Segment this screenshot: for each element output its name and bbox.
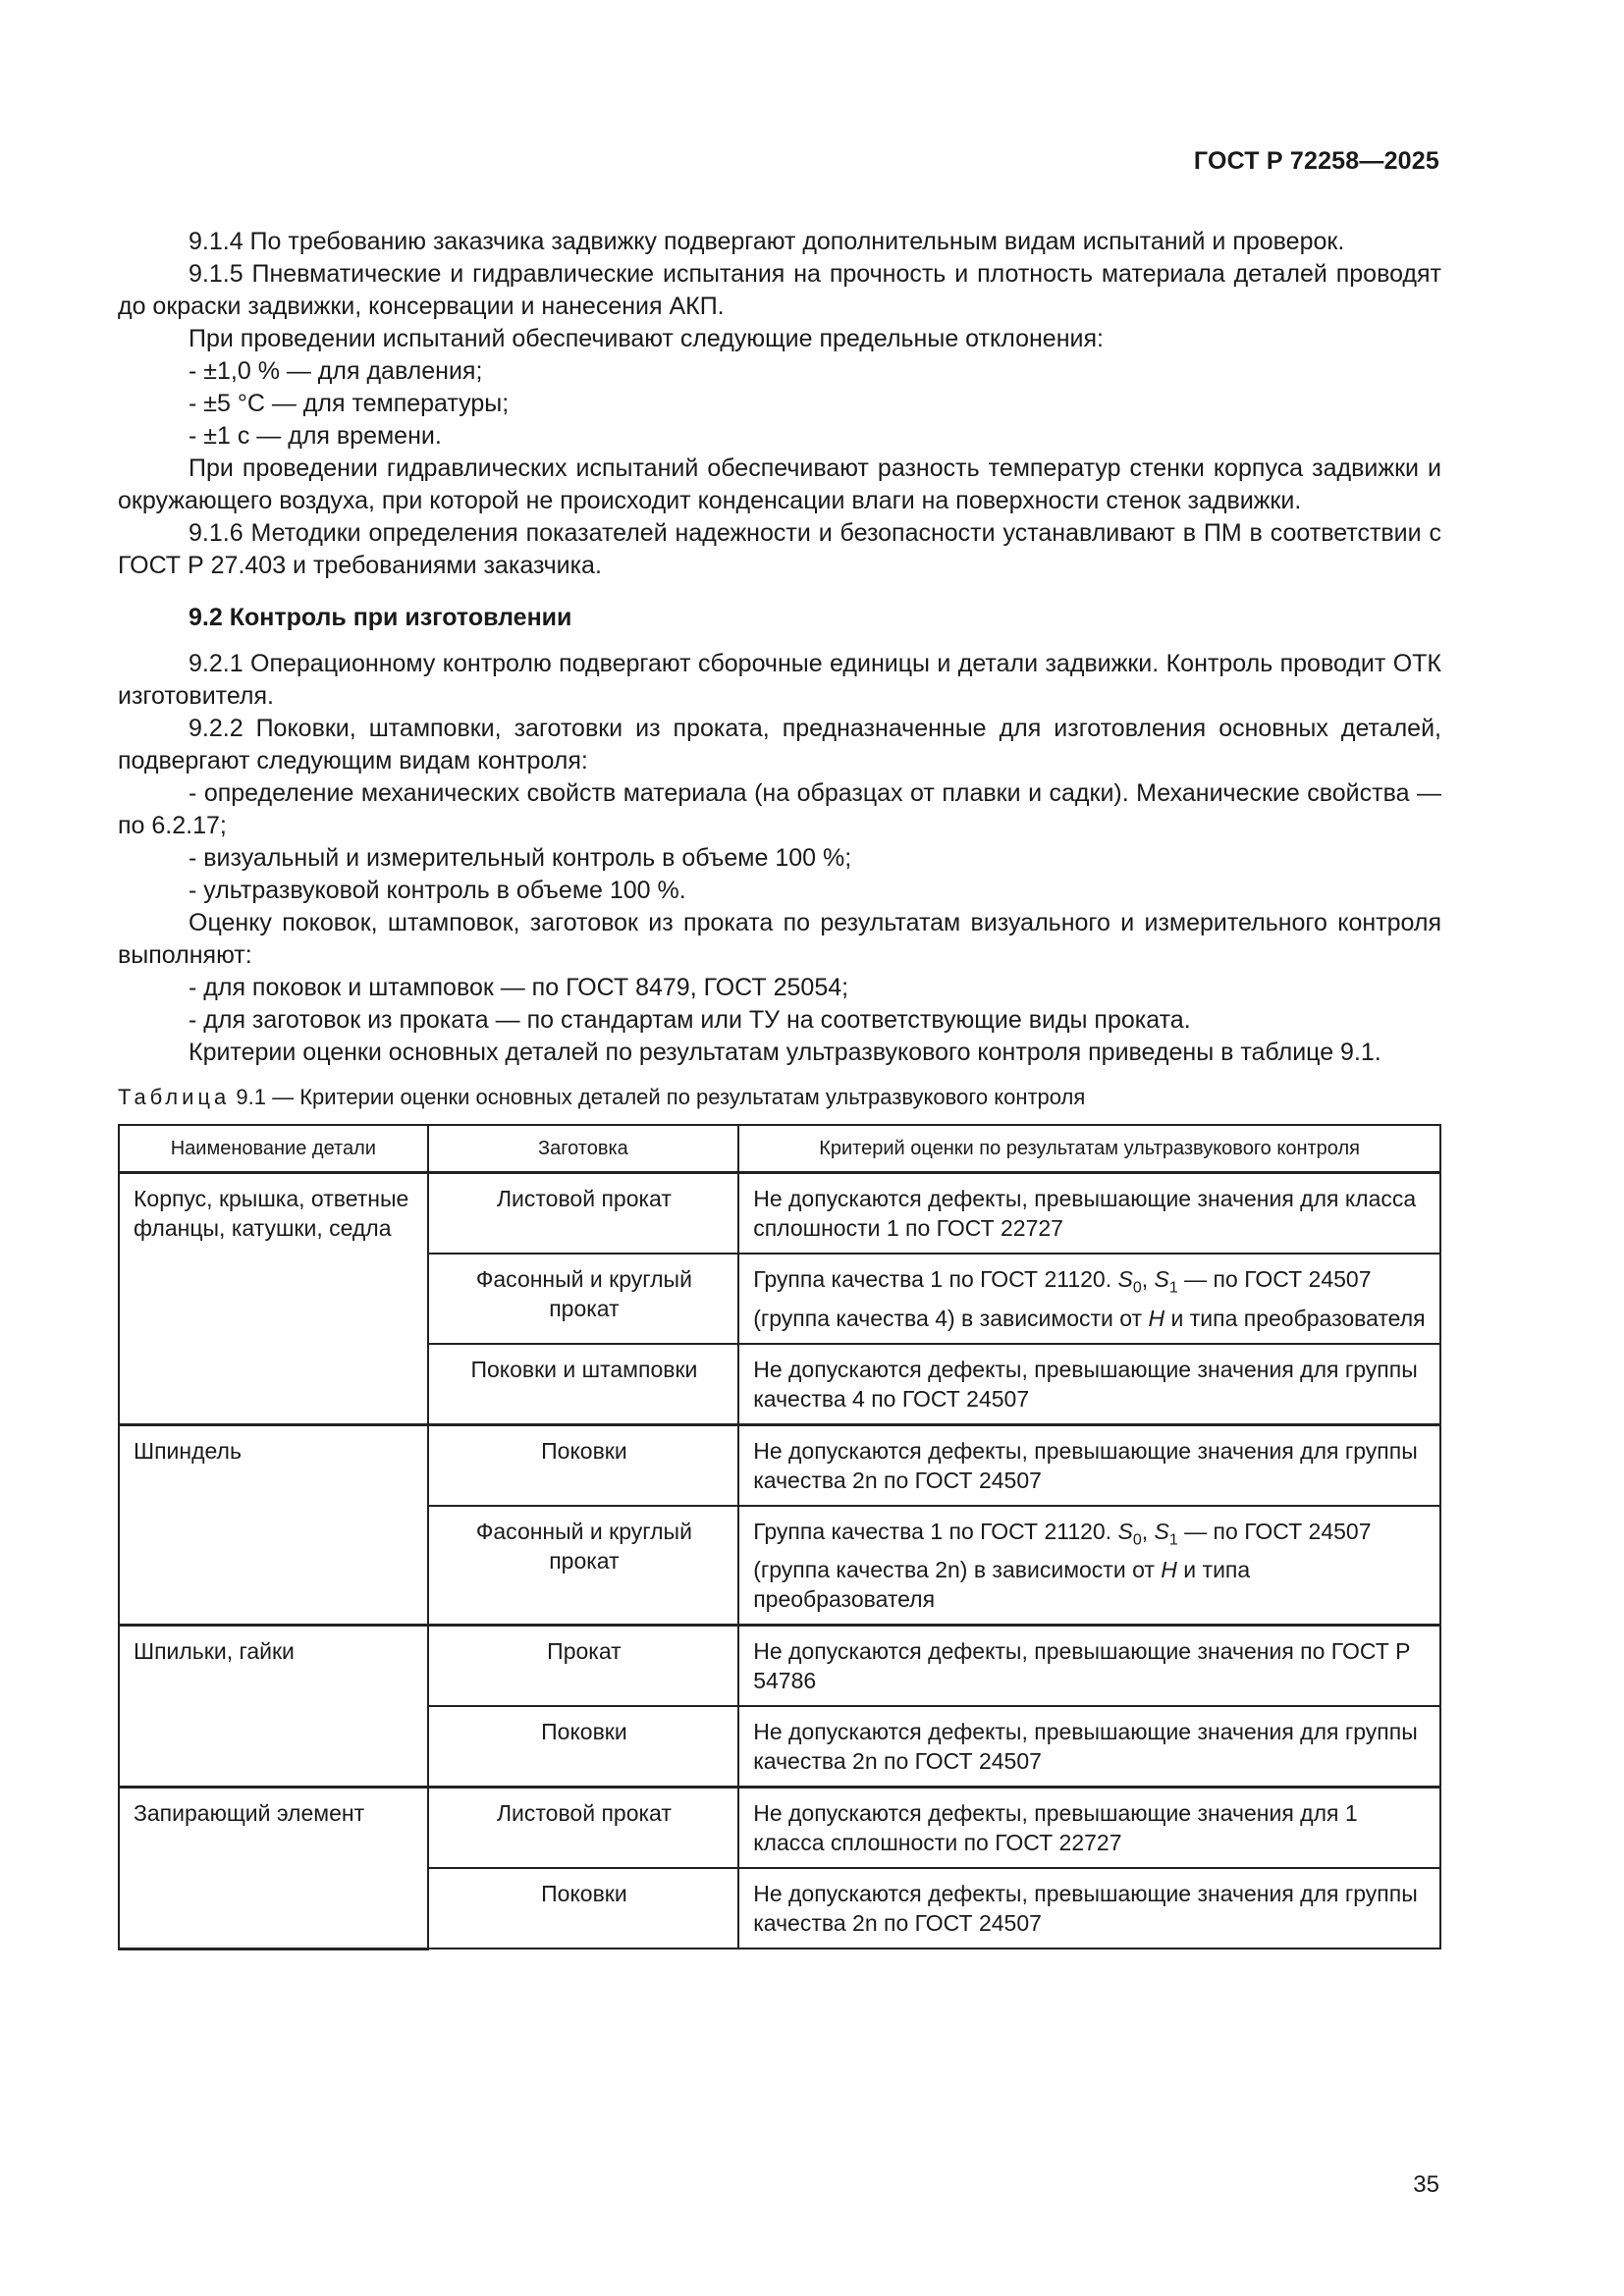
list-item: - для заготовок из проката — по стандартам или ТУ на соответствующие виды проката. (189, 1006, 1191, 1034)
part-name-cell: Запирающий элемент (119, 1788, 428, 1949)
document-header: ГОСТ Р 72258—2025 (1193, 147, 1439, 175)
page-number: 35 (1413, 2171, 1439, 2198)
list-item: - определение механических свойств материала (на образцах от плавки и садки). Механические свойства — по 6.2.17; (118, 779, 1441, 839)
table-row (119, 1788, 1440, 1869)
criterion-cell: Не допускаются дефекты, превышающие значения для класса сплошности 1 по ГОСТ 22727 (738, 1173, 1440, 1255)
table-caption-text: 9.1 — Критерии оценки основных деталей по результатам ультразвукового контроля (236, 1085, 1086, 1109)
criterion-cell: Не допускаются дефекты, превышающие значения для 1 класса сплошности по ГОСТ 22727 (738, 1788, 1440, 1869)
table-row (119, 1173, 1440, 1255)
blank-cell: Поковки (428, 1706, 739, 1788)
list-item: - ±1 с — для времени. (189, 422, 442, 450)
blank-cell: Прокат (428, 1626, 739, 1707)
blank-cell: Фасонный и круглый прокат (428, 1254, 739, 1344)
column-header-criterion: Критерий оценки по результатам ультразвукового контроля (738, 1125, 1440, 1173)
blank-cell: Поковки (428, 1424, 739, 1506)
paragraph-9-2-2: 9.2.2 Поковки, штамповки, заготовки из проката, предназначенные для изготовления основных деталей, подвергают следующим видам контроля: (118, 715, 1441, 774)
criterion-cell: Группа качества 1 по ГОСТ 21120. $S_0$, $S_1$ — по ГОСТ 24507 (группа качества 2n) в зависимости от H и типа преобразователя (738, 1506, 1440, 1626)
column-header-blank: Заготовка (428, 1125, 739, 1173)
paragraph-evaluation: Оценку поковок, штамповок, заготовок из проката по результатам визуального и измерительного контроля выполняют: (118, 909, 1441, 969)
paragraph-hydraulic: При проведении гидравлических испытаний обеспечивают разность температур стенки корпуса задвижки и окружающего воздуха, при которой не происходит конденсации влаги на поверхности стенок задвижки. (118, 454, 1441, 514)
criterion-cell: Не допускаются дефекты, превышающие значения по ГОСТ Р 54786 (738, 1626, 1440, 1707)
list-item: - для поковок и штамповок — по ГОСТ 8479, ГОСТ 25054; (189, 974, 849, 1001)
blank-cell: Поковки и штамповки (428, 1344, 739, 1425)
blank-cell: Поковки (428, 1868, 739, 1949)
criterion-cell: Не допускаются дефекты, превышающие значения для группы качества 4 по ГОСТ 24507 (738, 1344, 1440, 1425)
blank-cell: Листовой прокат (428, 1788, 739, 1869)
paragraph-9-1-5: 9.1.5 Пневматические и гидравлические испытания на прочность и плотность материала деталей проводят до окраски задвижки, консервации и нанесения АКП. (118, 260, 1441, 320)
paragraph-9-1-6: 9.1.6 Методики определения показателей надежности и безопасности устанавливают в ПМ в соответствии с ГОСТ Р 27.403 и требованиями заказчика. (118, 519, 1441, 579)
part-name-cell: Шпиндель (119, 1424, 428, 1626)
document-body (118, 226, 1441, 1950)
blank-cell: Листовой прокат (428, 1173, 739, 1255)
paragraph-9-2-1: 9.2.1 Операционному контролю подвергают сборочные единицы и детали задвижки. Контроль проводит ОТК изготовителя. (118, 650, 1441, 710)
part-name-cell: Корпус, крышка, ответные фланцы, катушки, седла (119, 1173, 428, 1425)
table-row (119, 1424, 1440, 1506)
list-item: - визуальный и измерительный контроль в объеме 100 %; (189, 844, 852, 872)
list-item: - ±1,0 % — для давления; (189, 357, 483, 385)
list-item: - ультразвуковой контроль в объеме 100 %. (189, 877, 686, 904)
blank-cell: Фасонный и круглый прокат (428, 1506, 739, 1626)
criterion-cell: Не допускаются дефекты, превышающие значения для группы качества 2n по ГОСТ 24507 (738, 1424, 1440, 1506)
table-caption-word: Таблица (118, 1085, 231, 1109)
table-header-row (119, 1125, 1440, 1173)
list-item: - ±5 °С — для температуры; (189, 390, 510, 417)
criterion-cell: Не допускаются дефекты, превышающие значения для группы качества 2n по ГОСТ 24507 (738, 1706, 1440, 1788)
paragraph-9-1-4: 9.1.4 По требованию заказчика задвижку подвергают дополнительным видам испытаний и проверок. (189, 228, 1345, 255)
section-title-9-2: 9.2 Контроль при изготовлении (189, 604, 572, 631)
criterion-cell: Группа качества 1 по ГОСТ 21120. $S_0$, $S_1$ — по ГОСТ 24507 (группа качества 4) в зависимости от H и типа преобразователя (738, 1254, 1440, 1344)
criteria-table (118, 1124, 1441, 1950)
part-name-cell: Шпильки, гайки (119, 1626, 428, 1788)
criterion-cell: Не допускаются дефекты, превышающие значения для группы качества 2n по ГОСТ 24507 (738, 1868, 1440, 1949)
paragraph-criteria-ref: Критерии оценки основных деталей по результатам ультразвукового контроля приведены в таблице 9.1. (189, 1039, 1381, 1066)
paragraph-deviations-intro: При проведении испытаний обеспечивают следующие предельные отклонения: (189, 325, 1104, 352)
table-row (119, 1626, 1440, 1707)
table-caption (118, 1083, 1441, 1112)
column-header-part-name: Наименование детали (119, 1125, 428, 1173)
